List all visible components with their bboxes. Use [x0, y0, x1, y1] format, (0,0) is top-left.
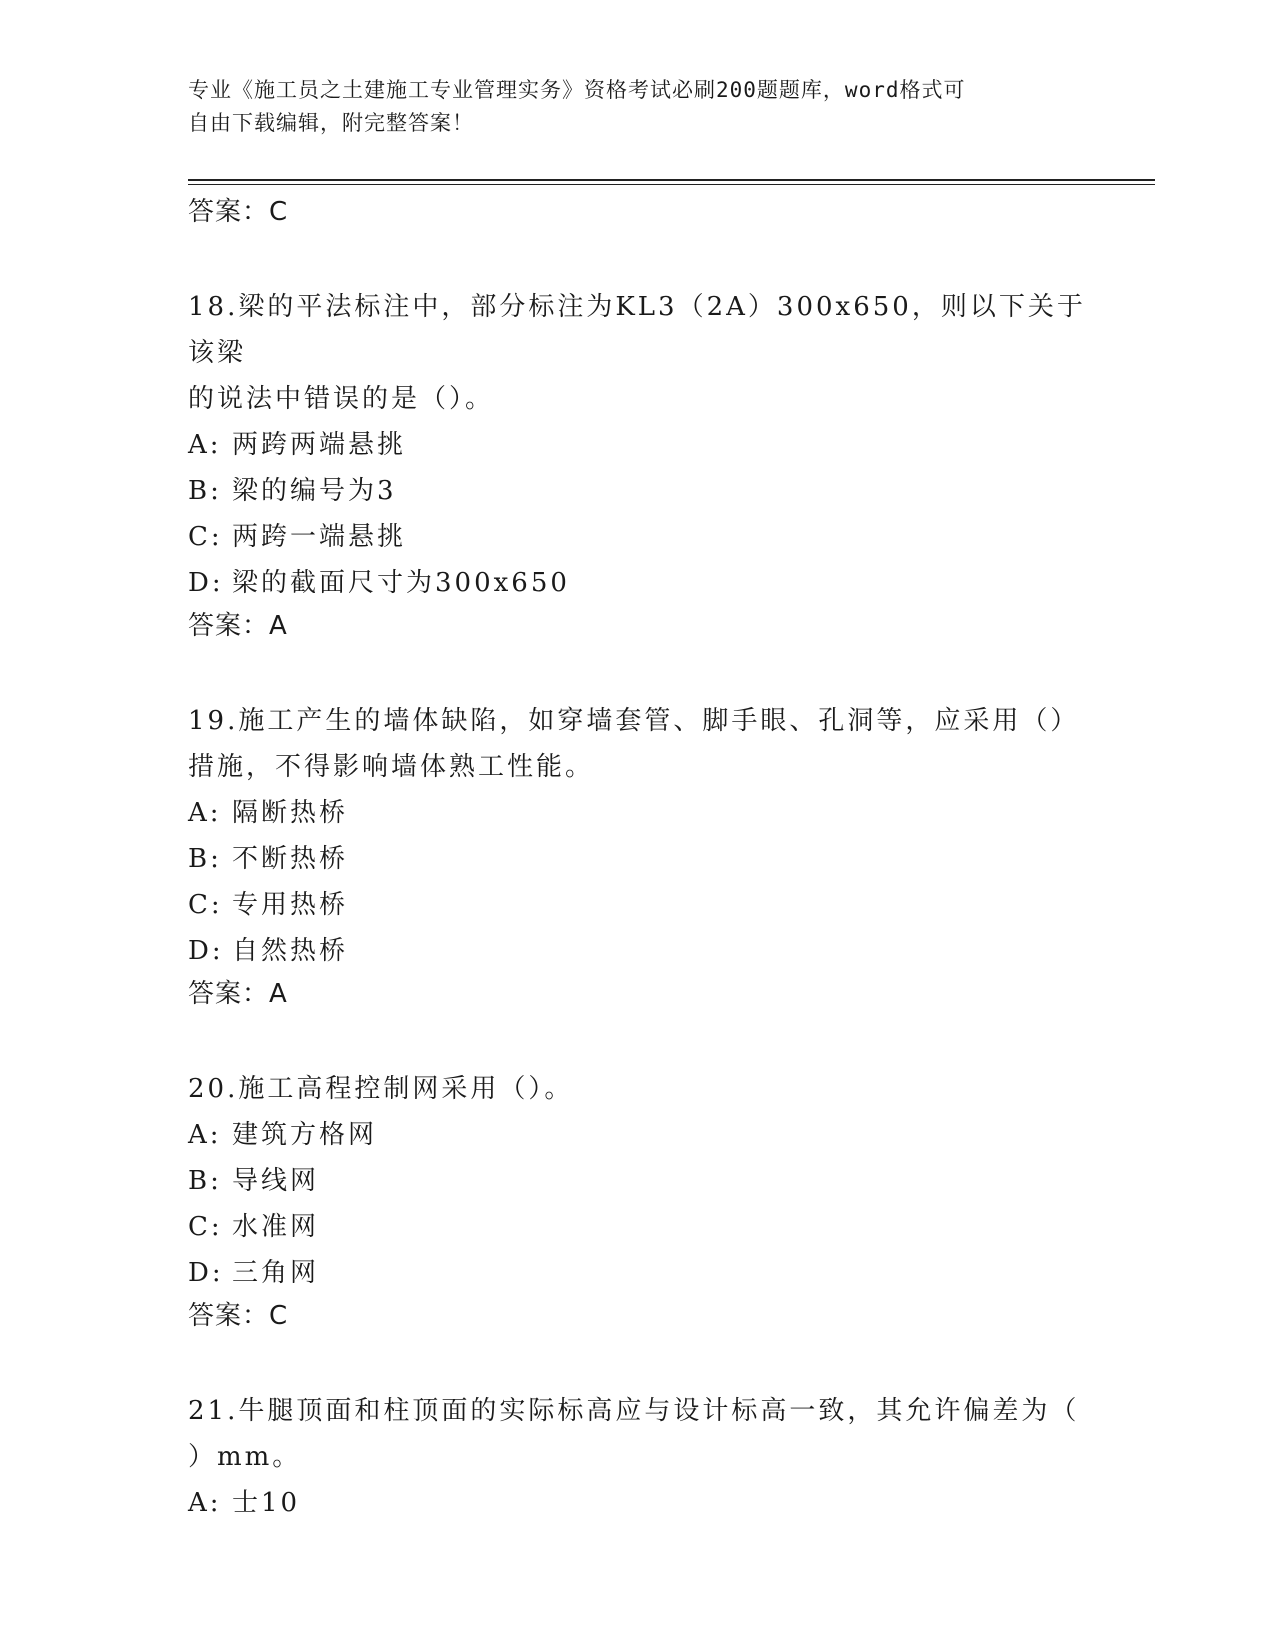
option-key: A: — [188, 798, 222, 828]
option-a — [188, 422, 1088, 468]
option-key: D: — [188, 936, 224, 966]
question-text — [188, 1388, 1088, 1480]
option-text: 隔断热桥 — [232, 798, 349, 828]
option-text: 两跨一端悬挑 — [232, 522, 407, 552]
option-b — [188, 1158, 1088, 1204]
question-text — [188, 284, 1088, 422]
option-c — [188, 1204, 1088, 1250]
option-text: 两跨两端悬挑 — [232, 430, 407, 460]
option-a — [188, 1480, 1088, 1526]
option-text: 导线网 — [232, 1166, 320, 1196]
question-21 — [188, 1388, 1088, 1526]
header-rule-thin — [188, 184, 1155, 185]
option-key: A: — [188, 1120, 222, 1150]
option-text: 梁的截面尺寸为300x650 — [232, 568, 570, 598]
option-key: C: — [188, 890, 223, 920]
option-key: C: — [188, 522, 223, 552]
option-d — [188, 1250, 1088, 1296]
answer: 答案：C — [188, 1301, 289, 1331]
option-text: 专用热桥 — [232, 890, 349, 920]
header-line-1: 专业《施工员之土建施工专业管理实务》资格考试必刷200题题库，word格式可 — [188, 78, 966, 102]
question-19 — [188, 698, 1088, 1014]
option-key: D: — [188, 1258, 224, 1288]
option-c — [188, 882, 1088, 928]
option-key: B: — [188, 476, 222, 506]
option-key: C: — [188, 1212, 223, 1242]
question-20 — [188, 1066, 1088, 1336]
option-text: 士10 — [232, 1488, 301, 1518]
option-d — [188, 560, 1088, 606]
option-a — [188, 790, 1088, 836]
question-18 — [188, 284, 1088, 646]
option-key: A: — [188, 430, 222, 460]
question-line: ）mm。 — [188, 1442, 302, 1472]
header-rule-thick — [188, 179, 1155, 181]
option-b — [188, 836, 1088, 882]
document-header — [188, 74, 1088, 140]
option-key: A: — [188, 1488, 222, 1518]
option-key: B: — [188, 1166, 222, 1196]
option-text: 自然热桥 — [232, 936, 349, 966]
option-text: 不断热桥 — [232, 844, 349, 874]
answer: 答案：A — [188, 611, 288, 641]
question-text — [188, 1066, 1088, 1112]
option-c — [188, 514, 1088, 560]
option-text: 建筑方格网 — [232, 1120, 378, 1150]
option-d — [188, 928, 1088, 974]
question-line: 18.梁的平法标注中，部分标注为KL3（2A）300x650，则以下关于该梁 — [188, 292, 1086, 368]
question-line: 措施，不得影响墙体熟工性能。 — [188, 752, 595, 782]
option-key: B: — [188, 844, 222, 874]
previous-answer: 答案：C — [188, 197, 289, 227]
option-text: 梁的编号为3 — [232, 476, 397, 506]
option-a — [188, 1112, 1088, 1158]
question-list — [188, 192, 1088, 1578]
option-key: D: — [188, 568, 224, 598]
answer: 答案：A — [188, 979, 288, 1009]
question-line: 20.施工高程控制网采用（）。 — [188, 1074, 574, 1104]
option-text: 水准网 — [232, 1212, 320, 1242]
header-line-2: 自由下载编辑，附完整答案！ — [188, 111, 474, 135]
question-text — [188, 698, 1088, 790]
option-text: 三角网 — [232, 1258, 320, 1288]
question-line: 19.施工产生的墙体缺陷，如穿墙套管、脚手眼、孔洞等，应采用（） — [188, 706, 1080, 736]
question-line: 21.牛腿顶面和柱顶面的实际标高应与设计标高一致，其允许偏差为（ — [188, 1396, 1080, 1426]
option-b — [188, 468, 1088, 514]
question-line: 的说法中错误的是（）。 — [188, 384, 495, 414]
